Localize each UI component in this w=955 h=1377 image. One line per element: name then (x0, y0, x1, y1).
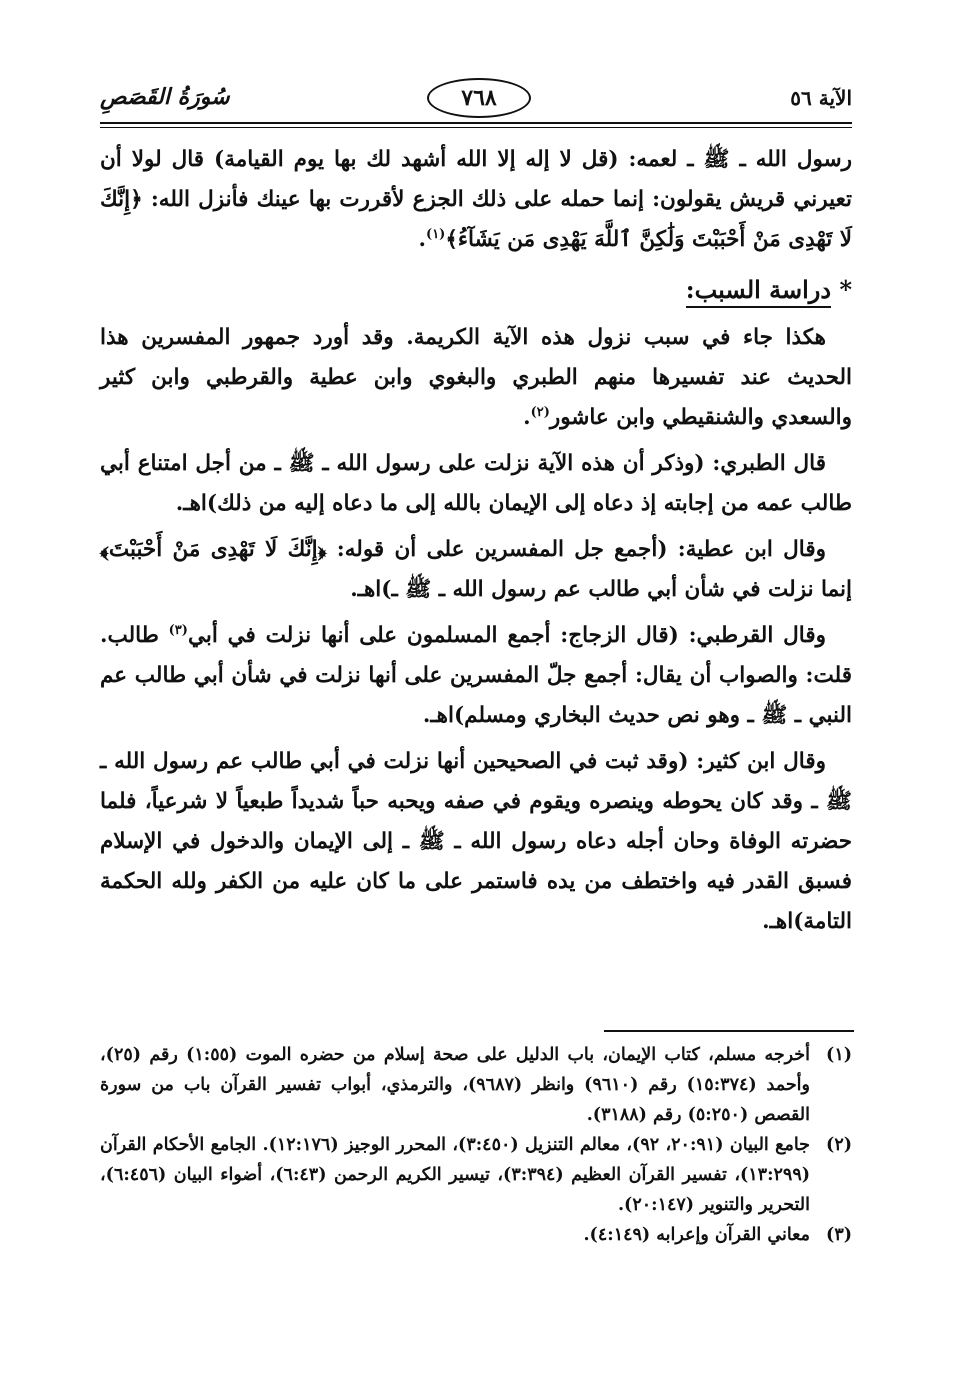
main-text (100, 140, 852, 948)
page-number: ٧٦٨ (427, 78, 531, 118)
footnote-rule (604, 1030, 854, 1032)
paragraph-1: رسول الله ـ ﷺ ـ لعمه: (قل لا إله إلا الله أشهد لك بها يوم القيامة) قال لولا أن تعيرني قريش يقولون: إنما حمله على ذلك الجزع لأقررت بها عينك فأنزل الله: ﴿إِنَّكَ لَا تَهْدِى مَنْ أَحْبَبْتَ وَلَٰكِنَّ ٱللَّهَ يَهْدِى مَن يَشَآءُ﴾$^{(١)}$. (100, 147, 852, 252)
footnote-number: (٢) (826, 1135, 852, 1155)
header-rule-thin (100, 127, 852, 128)
section-heading (100, 270, 852, 310)
paragraph-3: قال الطبري: (وذكر أن هذه الآية نزلت على رسول الله ـ ﷺ ـ من أجل امتناع أبي طالب عمه من إجابته إذ دعاه إلى الإيمان بالله إلى ما دعاه إليه من ذلك)اهـ. (100, 451, 852, 516)
footnote-ref-1: (١) (426, 226, 446, 242)
page-header (100, 72, 852, 122)
footnote-2 (100, 1130, 852, 1220)
paragraph-2: هكذا جاء في سبب نزول هذه الآية الكريمة. وقد أورد جمهور المفسرين هذا الحديث عند تفسيرها منهم الطبري والبغوي وابن عطية والقرطبي وابن كثير والسعدي والشنقيطي وابن عاشور$^{(٢)}$. (100, 325, 852, 430)
section-title: دراسة السبب: (686, 275, 831, 308)
footnote-number: (٣) (826, 1225, 852, 1245)
footnote-text: أخرجه مسلم، كتاب الإيمان، باب الدليل على صحة إسلام من حضره الموت (١:٥٥) رقم (٢٥)، وأحمد (١٥:٣٧٤) رقم (٩٦١٠) وانظر (٩٦٨٧)، والترمذي، أبواب تفسير القرآن باب من سورة القصص (٥:٢٥٠) رقم (٣١٨٨). (100, 1045, 810, 1125)
footnote-number: (١) (826, 1045, 852, 1065)
footnote-text: معاني القرآن وإعرابه (٤:١٤٩). (583, 1225, 810, 1245)
footnote-1 (100, 1040, 852, 1130)
paragraph-4: وقال ابن عطية: (أجمع جل المفسرين على أن قوله: ﴿إِنَّكَ لَا تَهْدِى مَنْ أَحْبَبْتَ﴾ إنما نزلت في شأن أبي طالب عم رسول الله ـ ﷺ ـ)اهـ. (100, 537, 852, 602)
footnote-ref-3: (٣) (168, 622, 188, 638)
verse-label: الآية ٥٦ (790, 86, 852, 110)
header-rule (100, 122, 852, 124)
paragraph-6: وقال ابن كثير: (وقد ثبت في الصحيحين أنها نزلت في أبي طالب عم رسول الله ـ ﷺ ـ وقد كان يحوطه وينصره ويقوم في صفه ويحبه حباً شديداً طبعياً لا شرعياً، فلما حضرته الوفاة وحان أجله دعاه رسول الله ـ ﷺ ـ إلى الإيمان والدخول في الإسلام فسبق القدر فيه واختطف من يده فاستمر على ما كان عليه من الكفر ولله الحكمة التامة)اهـ. (100, 749, 852, 934)
star-marker: * (839, 275, 852, 304)
paragraph-5: وقال القرطبي: (قال الزجاج: أجمع المسلمون على أنها نزلت في أبي$^{(٣)}$ طالب. قلت: والصواب أن يقال: أجمع جلّ المفسرين على أنها نزلت في شأن أبي طالب عم النبي ـ ﷺ ـ وهو نص حديث البخاري ومسلم)اهـ. (100, 622, 852, 728)
footnote-3 (100, 1220, 852, 1250)
footnote-ref-2: (٢) (530, 404, 550, 420)
footnote-text: جامع البيان (٢٠:٩١، ٩٢)، معالم التنزيل (٣:٤٥٠)، المحرر الوجيز (١٢:١٧٦). الجامع الأحكام القرآن (١٣:٢٩٩)، تفسير القرآن العظيم (٣:٣٩٤)، تيسير الكريم الرحمن (٦:٤٣)، أضواء البيان (٦:٤٥٦)، التحرير والتنوير (٢٠:١٤٧). (100, 1135, 811, 1215)
surah-name: سُورَةُ القَصَصِ (100, 84, 230, 110)
footnotes (100, 1040, 852, 1250)
